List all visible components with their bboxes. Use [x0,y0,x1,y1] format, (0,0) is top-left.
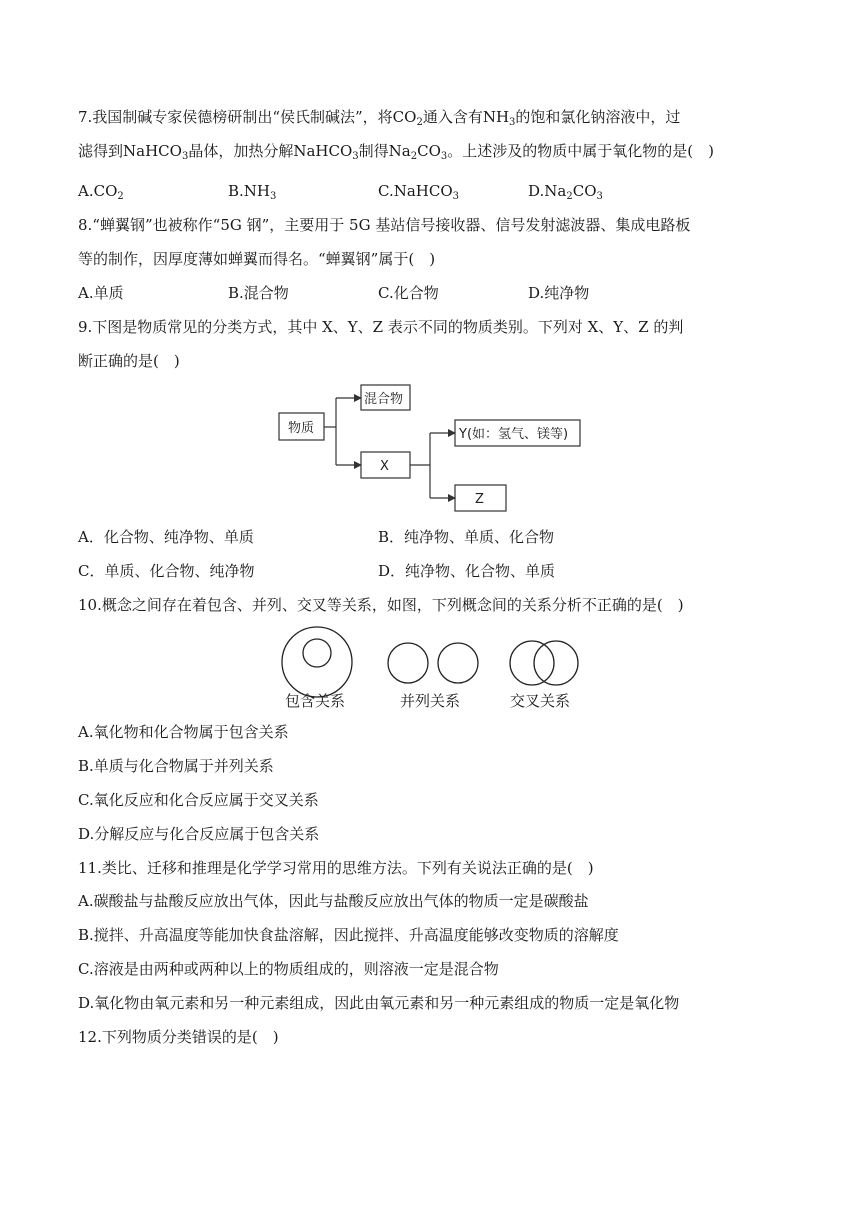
circle-parallel-left [388,643,428,683]
label-parallel: 并列关系 [400,692,461,710]
q9-option-b: B．纯净物、单质、化合物 [378,528,555,546]
circle-intersect-left [510,641,554,685]
q9-option-d: D．纯净物、化合物、单质 [378,562,556,580]
formula-na2co3: $Na_2CO_3$ [388,142,448,162]
label-y: Y(如：氢气、镁等) [459,427,569,442]
label-z: Z [475,492,484,507]
circle-containment-inner [303,639,331,667]
formula-co2: $CO_2$ [392,108,423,128]
label-containment: 包含关系 [285,692,346,710]
circle-intersect-right [534,641,578,685]
label-mixture: 混合物 [364,392,404,407]
q10-line-1: 10.概念之间存在着包含、并列、交叉等关系，如图，下列概念间的关系分析不正确的是( ) [78,596,684,614]
q9-option-a: A．化合物、纯净物、单质 [78,528,254,546]
q7-text: 7.我国制碱专家侯德榜研制出“侯氏制碱法”，将 [78,108,393,126]
q11-line-1: 11.类比、迁移和推理是化学学习常用的思维方法。下列有关说法正确的是( ) [78,859,594,877]
q11-option-b: B.搅拌、升高温度等能加快食盐溶解，因此搅拌、升高温度能够改变物质的溶解度 [78,926,619,944]
q12-line-1: 12.下列物质分类错误的是( ) [78,1028,279,1046]
q10-option-b: B.单质与化合物属于并列关系 [78,757,274,775]
label-root: 物质 [288,421,315,436]
label-x: X [380,459,389,474]
circle-parallel-right [438,643,478,683]
q7-line-1: 7.我国制碱专家侯德榜研制出“侯氏制碱法”，将$CO_2$通入含有$NH_3$的饱和氯化钠溶液中，过 [78,108,681,128]
q10-option-d: D.分解反应与化合反应属于包含关系 [78,825,320,843]
q8-option-a: A.单质 [78,284,124,302]
q7-line-2: 滤得到NaHCO$_3$晶体，加热分解NaHCO$_3$制得$Na_2CO_3$。上述涉及的物质中属于氧化物的是( ) [78,142,714,162]
q9-line-2: 断正确的是( ) [78,352,180,370]
q8-option-c: C.化合物 [378,284,439,302]
q11-option-d: D.氧化物由氧元素和另一种元素组成，因此由氧元素和另一种元素组成的物质一定是氧化物 [78,994,680,1012]
formula-nahco3: NaHCO$_3$ [123,142,189,162]
formula-nh3: $NH_3$ [482,108,516,128]
q8-option-d: D.纯净物 [528,284,590,302]
q11-option-a: A.碳酸盐与盐酸反应放出气体，因此与盐酸反应放出气体的物质一定是碳酸盐 [78,892,589,910]
q7-option-a: $A.CO_2$ [78,182,124,202]
q10-option-c: C.氧化反应和化合反应属于交叉关系 [78,791,319,809]
q7-option-b: $B.NH_3$ [228,182,277,202]
q9-line-1: 9.下图是物质常见的分类方式，其中 X、Y、Z 表示不同的物质类别。下列对 X、Y、Z 的判 [78,318,684,336]
q9-option-c: C．单质、化合物、纯净物 [78,562,255,580]
q8-line-1: 8.“蝉翼钢”也被称作“5G 钢”，主要用于 5G 基站信号接收器、信号发射滤波器、集成电路板 [78,216,691,234]
q11-option-c: C.溶液是由两种或两种以上的物质组成的，则溶液一定是混合物 [78,960,499,978]
q8-line-2: 等的制作，因厚度薄如蝉翼而得名。“蝉翼钢”属于( ) [78,250,436,268]
q8-option-b: B.混合物 [228,284,289,302]
circle-containment-outer [282,627,352,697]
label-intersect: 交叉关系 [510,692,571,710]
formula-nahco3: NaHCO$_3$ [293,142,359,162]
q10-option-a: A.氧化物和化合物属于包含关系 [78,723,289,741]
q7-option-c: C.NaHCO$_3$ [378,182,460,202]
q7-option-d: $D.Na_2CO_3$ [528,182,603,202]
